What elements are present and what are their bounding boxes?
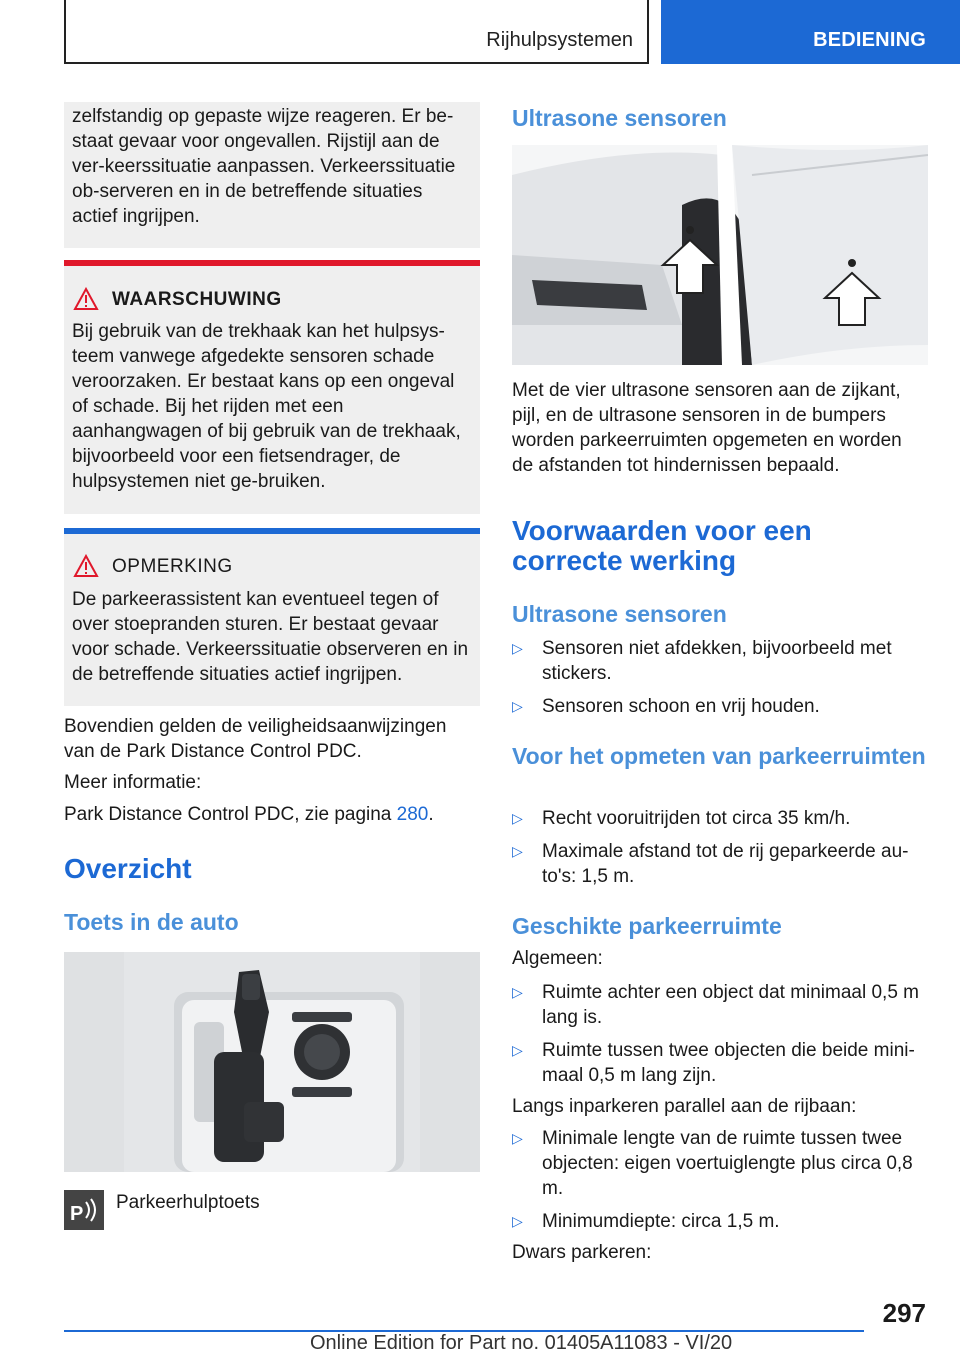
note-title: OPMERKING: [112, 556, 233, 577]
console-image: [64, 952, 480, 1172]
para-safety: Bovendien gelden de veiligheidsaanwijzingen van de Park Distance Control PDC.: [64, 716, 447, 762]
list-item-text: Minimumdiepte: circa 1,5 m.: [542, 1211, 780, 1232]
list-item: [512, 1126, 928, 1201]
warning-triangle-icon: [73, 287, 99, 311]
list-item-text: Minimale lengte van de ruimte tussen twee objecten: eigen voertuiglengte plus circa 0,8 m.: [542, 1128, 913, 1199]
warning-title: WAARSCHUWING: [112, 289, 282, 310]
console-illustration: [64, 952, 480, 1172]
parking-assist-icon: [64, 1190, 104, 1230]
page-link[interactable]: 280: [396, 804, 429, 825]
warning-text: Bij gebruik van de trekhaak kan het hulpsys-teem vanwege afgedekte sensoren schade veroorzaken. Er bestaat kans op een ongeval of schade. Bij het rijden met een aanhangwagen of bij gebruik van de trekhaak, bijvoorbeeld voor een fietsendrager, de hulpsystemen niet ge-bruiken.: [72, 321, 461, 492]
triangle-right-icon: ▷: [512, 843, 523, 859]
heading-ultrasone: Ultrasone sensoren: [512, 105, 727, 131]
list-opmeten: [512, 806, 928, 889]
list-item-text: Sensoren niet afdekken, bijvoorbeeld met stickers.: [542, 638, 892, 684]
list-algemeen: [512, 980, 928, 1088]
svg-text:P: P: [70, 1203, 84, 1225]
para-more-info: Meer informatie:: [64, 772, 202, 793]
text-langs: Langs inparkeren parallel aan de rijbaan:: [512, 1096, 857, 1117]
list-item: [512, 839, 928, 889]
list-item: [512, 1038, 928, 1088]
heading-opmeten: Voor het opmeten van parkeerruimten: [512, 743, 926, 769]
heading-geschikt: Geschikte parkeerruimte: [512, 913, 782, 939]
park-assist-button-icon: [64, 1190, 104, 1230]
heading-ultrasone-2: Ultrasone sensoren: [512, 601, 727, 627]
note-text: De parkeerassistent kan eventueel tegen of over stoepranden sturen. Er bestaat gevaar voor schade. Verkeerssituatie observeren en in de betreffende situaties actief ingrijpen.: [72, 589, 469, 685]
heading-overzicht: Overzicht: [64, 853, 192, 884]
button-caption: Parkeerhulptoets: [116, 1192, 260, 1213]
header-section-tab: [64, 0, 649, 64]
page-number: 297: [882, 1298, 926, 1328]
list-item: [512, 694, 928, 719]
sensor-description: Met de vier ultrasone sensoren aan de zijkant, pijl, en de ultrasone sensoren in de bumpers worden parkeerruimten opgemeten en worden de afstanden tot hindernissen bepaald.: [512, 380, 902, 476]
triangle-right-icon: ▷: [512, 640, 523, 656]
triangle-right-icon: ▷: [512, 1213, 523, 1229]
list-item-text: Sensoren schoon en vrij houden.: [542, 696, 820, 717]
header-section-label: Rijhulpsystemen: [486, 29, 633, 51]
text-dwars: Dwars parkeren:: [512, 1242, 652, 1263]
para-reference-prefix: Park Distance Control PDC, zie pagina: [64, 804, 397, 825]
triangle-right-icon: ▷: [512, 698, 523, 714]
list-sensoren: [512, 636, 928, 719]
heading-voorwaarden: Voorwaarden voor een correcte werking: [512, 515, 812, 576]
list-item: [512, 636, 928, 686]
para-reference-suffix: .: [428, 804, 434, 825]
warning-triangle-icon: [73, 554, 99, 578]
car-sensors-illustration: [512, 145, 928, 365]
intro-text: zelfstandig op gepaste wijze reageren. Er be-staat gevaar voor ongevallen. Rijstijl aan de ver-keerssituatie aanpassen. Verkeerssituatie ob-serveren en in de betreffende situaties actief ingrijpen.: [72, 106, 456, 227]
triangle-right-icon: ▷: [512, 984, 523, 1000]
list-item-text: Ruimte achter een object dat minimaal 0,5 m lang is.: [542, 982, 920, 1028]
list-item-text: Recht vooruitrijden tot circa 35 km/h.: [542, 808, 851, 829]
edition-text: Online Edition for Part no. 01405A11083 - VI/20: [310, 1332, 733, 1354]
car-sensors-image: [512, 145, 928, 365]
triangle-right-icon: ▷: [512, 1130, 523, 1146]
heading-toets: Toets in de auto: [64, 909, 239, 935]
list-item-text: Maximale afstand tot de rij geparkeerde au-to's: 1,5 m.: [542, 841, 909, 887]
list-item: [512, 980, 928, 1030]
text-algemeen: Algemeen:: [512, 948, 603, 969]
list-item: [512, 1209, 928, 1234]
triangle-right-icon: ▷: [512, 810, 523, 826]
list-item-text: Ruimte tussen twee objecten die beide mini-maal 0,5 m lang zijn.: [542, 1040, 915, 1086]
para-reference: [64, 802, 480, 827]
header-chapter-label: BEDIENING: [813, 29, 926, 51]
intro-box: [64, 102, 480, 248]
triangle-right-icon: ▷: [512, 1042, 523, 1058]
header-chapter-tab: [661, 0, 960, 64]
list-langs: [512, 1126, 928, 1234]
list-item: [512, 806, 928, 831]
